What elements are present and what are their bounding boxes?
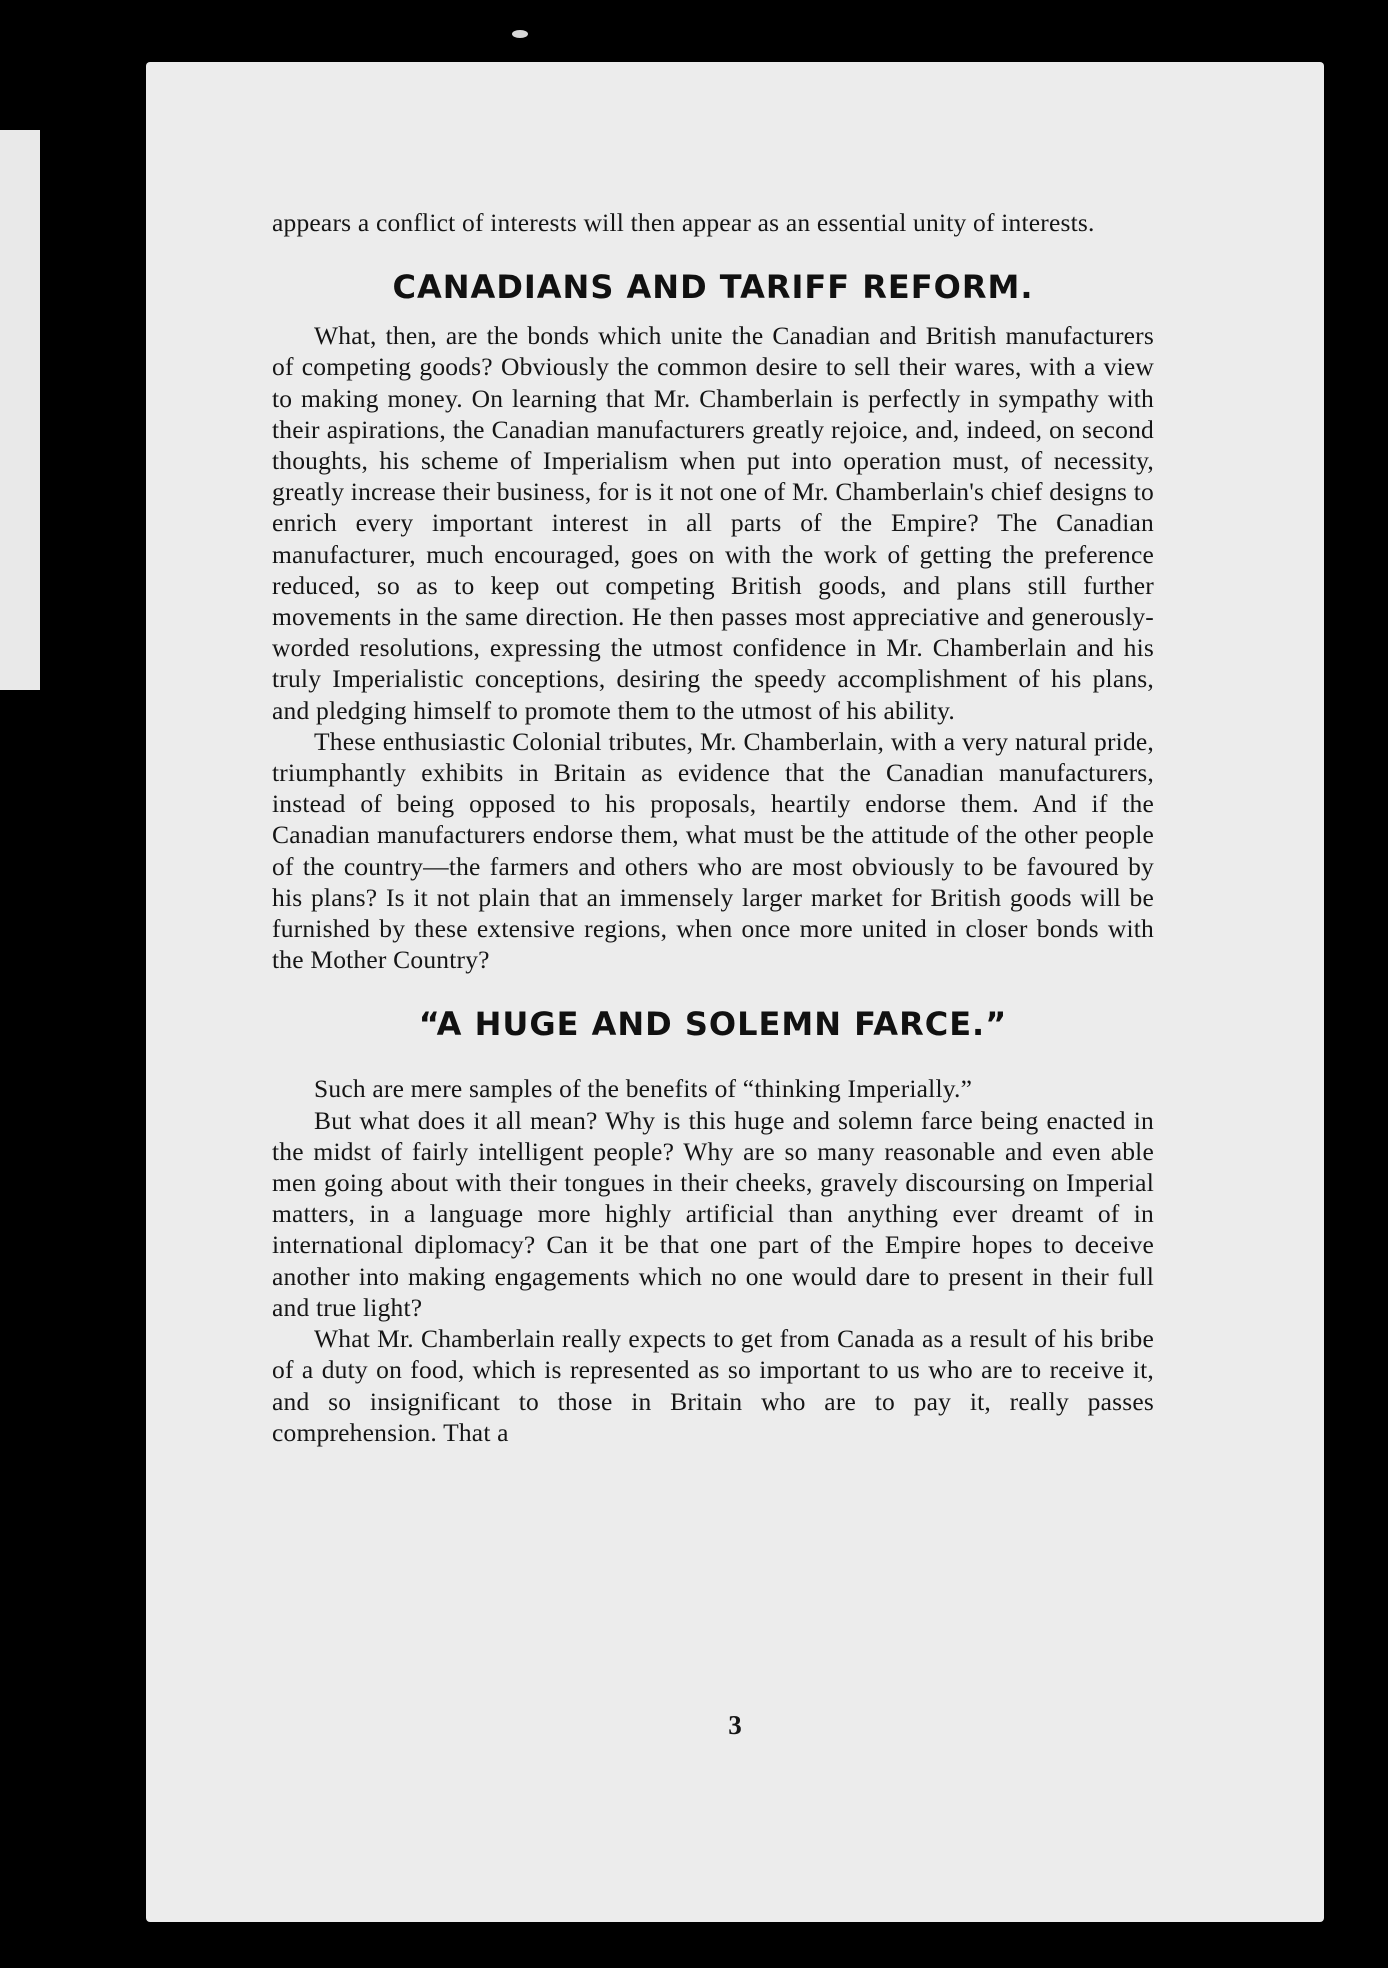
section-2-paragraph-2: But what does it all mean? Why is this huge and solemn farce being enacted in the midst of fairly intelligent people? Why are so many reasonable and even able men going about with their tongues in their cheeks, gravely discoursing on Imperial matters, in a language more highly artificial than anything ever dreamt of in international diplomacy? Can it be that one part of the Empire hopes to deceive another into making engagements which no one would dare to present in their full and true light? [272,1105,1154,1322]
adjacent-page-edge [0,130,40,690]
intro-paragraph: appears a conflict of interests will then appear as an essential unity of interests. [272,208,1095,237]
section-1-paragraph-1: What, then, are the bonds which unite the Canadian and British manufacturers of competing goods? Obviously the common desire to sell their wares, with a view to making money. On learning that Mr. Chamberlain is perfectly in sympathy with their aspirations, the Canadian manufacturers greatly rejoice, and, indeed, on second thoughts, his scheme of Imperialism when put into operation must, of necessity, greatly increase their business, for is it not one of Mr. Chamberlain's chief designs to enrich every important interest in all parts of the Empire? The Canadian manufacturer, much encouraged, goes on with the work of getting the preference reduced, so as to keep out competing British goods, and plans still further movements in the same direction. He then passes most appreciative and generously-worded resolutions, expressing the utmost confidence in Mr. Chamberlain and his truly Imperialistic conceptions, desiring the speedy accomplishment of his plans, and pledging himself to promote them to the utmost of his ability. [272,321,1154,725]
document-page [146,62,1324,1922]
scan-speck [512,30,528,38]
section-heading-canadians-tariff-reform: CANADIANS AND TARIFF REFORM. [392,268,1034,307]
section-heading-huge-solemn-farce: “A HUGE AND SOLEMN FARCE.” [418,1005,1008,1044]
page-number: 3 [728,1710,742,1740]
section-2-paragraph-3: What Mr. Chamberlain really expects to get from Canada as a result of his bribe of a duty on food, which is represented as so important to us who are to receive it, and so insignificant to those in Britain who are to pay it, really passes comprehension. That a [272,1324,1154,1447]
page-text-column [272,207,1154,1448]
section-1-paragraph-2: These enthusiastic Colonial tributes, Mr. Chamberlain, with a very natural pride, triumphantly exhibits in Britain as evidence that the Canadian manufacturers, instead of being opposed to his proposals, heartily endorse them. And if the Canadian manufacturers endorse them, what must be the attitude of the other people of the country—the farmers and others who are most obviously to be favoured by his plans? Is it not plain that an immensely larger market for British goods will be furnished by these extensive regions, when once more united in closer bonds with the Mother Country? [272,726,1154,975]
section-2-paragraph-1: Such are mere samples of the benefits of “thinking Imperially.” [314,1074,973,1104]
